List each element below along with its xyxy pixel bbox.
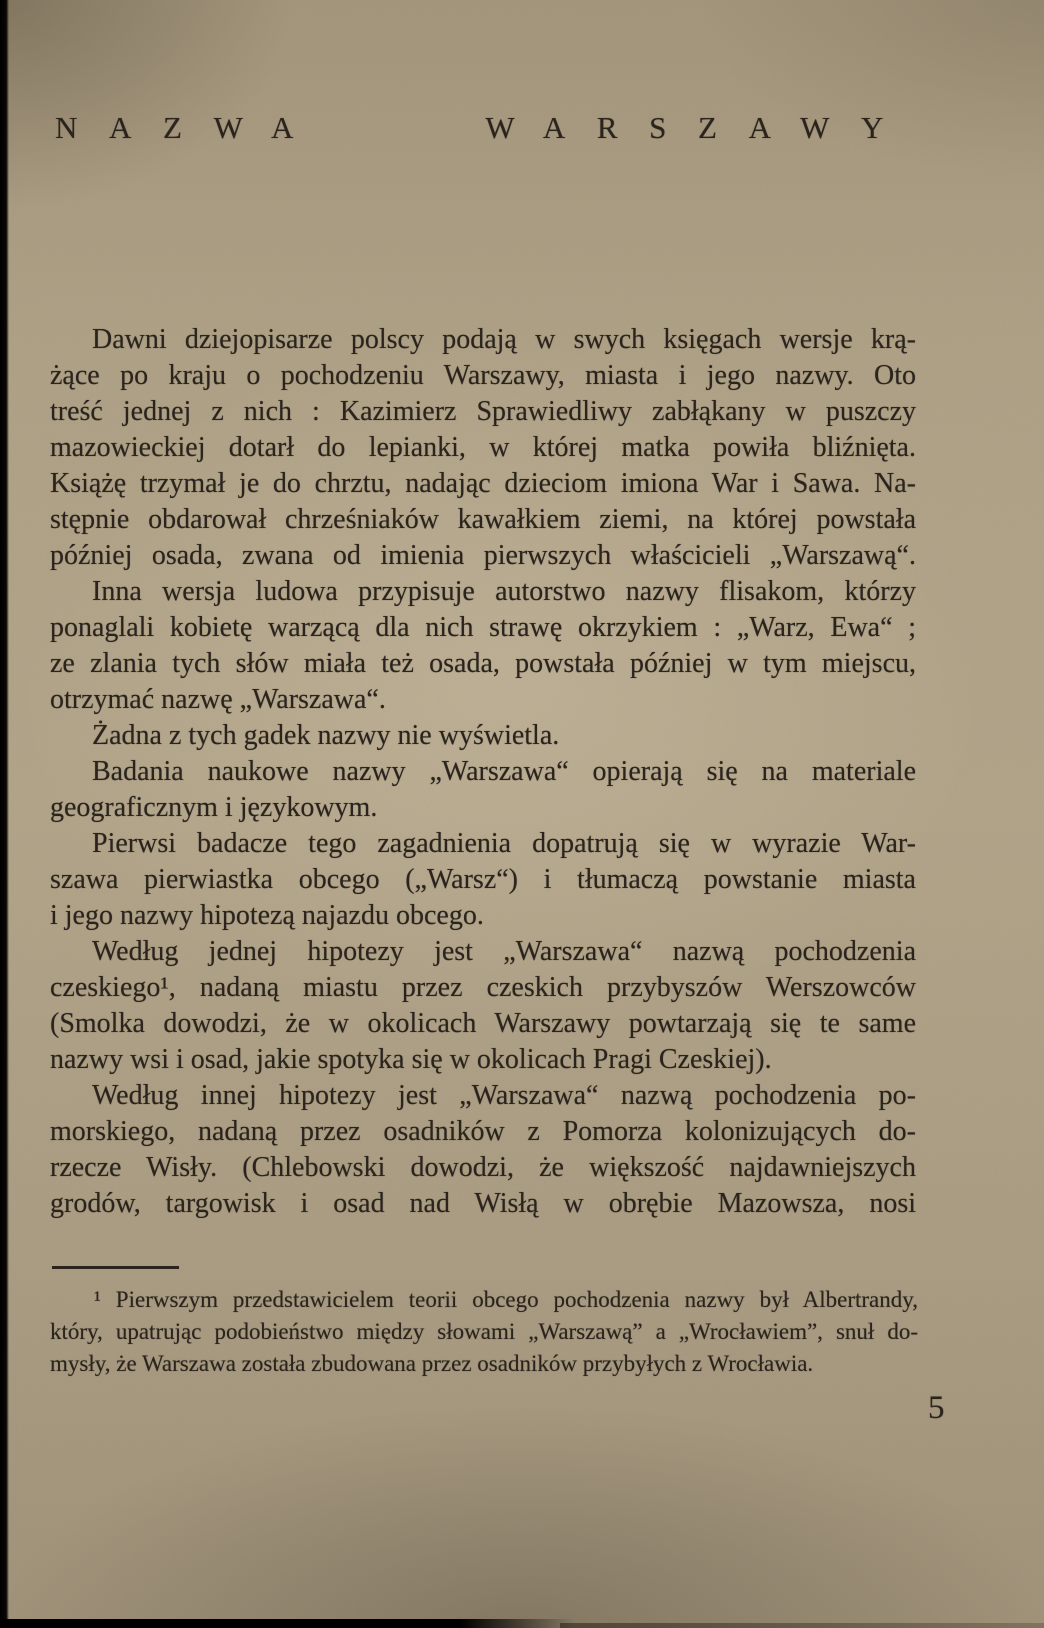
text-line: otrzymać nazwę „Warszawa“. bbox=[50, 684, 386, 715]
text-line: morskiego, nadaną przez osadników z Pomorza kolonizujących do- bbox=[50, 1116, 916, 1147]
text-line: Badania naukowe nazwy „Warszawa“ opierają się na materiale bbox=[92, 756, 916, 787]
text-line: treść jednej z nich : Kazimierz Sprawiedliwy zabłąkany w puszczy bbox=[50, 396, 916, 427]
text-line: czeskiego¹, nadaną miastu przez czeskich przybyszów Werszowców bbox=[50, 972, 916, 1003]
text-line: (Smolka dowodzi, że w okolicach Warszawy powtarzają się te same bbox=[50, 1008, 916, 1039]
text-line: ze zlania tych słów miała też osada, powstała później w tym miejscu, bbox=[50, 648, 916, 679]
text-line: rzecze Wisły. (Chlebowski dowodzi, że większość najdawniejszych bbox=[50, 1152, 916, 1183]
chapter-title-word-2: WARSZAWY bbox=[485, 110, 915, 145]
text-line: geograficznym i językowym. bbox=[50, 792, 378, 823]
text-line: Według jednej hipotezy jest „Warszawa“ nazwą pochodzenia bbox=[92, 936, 916, 967]
text-line: Inna wersja ludowa przypisuje autorstwo nazwy flisakom, którzy bbox=[92, 576, 916, 607]
footnote-text bbox=[50, 1284, 918, 1380]
text-line: ponaglali kobietę warzącą dla nich strawę okrzykiem : „Warz, Ewa“ ; bbox=[50, 612, 916, 643]
text-line: żące po kraju o pochodzeniu Warszawy, miasta i jego nazwy. Oto bbox=[50, 360, 916, 391]
text-line: Według innej hipotezy jest „Warszawa“ nazwą pochodzenia po- bbox=[92, 1080, 916, 1111]
scan-edge-left bbox=[0, 0, 9, 1628]
text-line: stępnie obdarował chrześniaków kawałkiem ziemi, na której powstała bbox=[50, 504, 916, 535]
text-line: grodów, targowisk i osad nad Wisłą w obrębie Mazowsza, nosi bbox=[50, 1188, 916, 1219]
page-number: 5 bbox=[928, 1390, 945, 1426]
text-line: nazwy wsi i osad, jakie spotyka się w okolicach Pragi Czeskiej). bbox=[50, 1044, 772, 1075]
text-line: ¹ Pierwszym przedstawicielem teorii obcego pochodzenia nazwy był Albertrandy, bbox=[94, 1287, 918, 1312]
text-line: Żadna z tych gadek nazwy nie wyświetla. bbox=[92, 720, 560, 751]
scan-edge-bottom-right bbox=[560, 1623, 1044, 1628]
text-line: mazowieckiej dotarł do lepianki, w której matka powiła bliźnięta. bbox=[50, 432, 916, 463]
text-line: i jego nazwy hipotezą najazdu obcego. bbox=[50, 900, 484, 931]
text-line: później osada, zwana od imienia pierwszych właścicieli „Warszawą“. bbox=[50, 540, 916, 571]
text-line: Dawni dziejopisarze polscy podają w swych księgach wersje krą- bbox=[92, 324, 916, 355]
chapter-title bbox=[55, 110, 915, 146]
scan-edge-bottom bbox=[0, 1619, 575, 1628]
text-line: mysły, że Warszawa została zbudowana przez osadników przybyłych z Wrocławia. bbox=[50, 1351, 814, 1376]
text-line: który, upatrując podobieństwo między słowami „Warszawą” a „Wrocławiem”, snuł do- bbox=[50, 1319, 918, 1344]
footnote-separator-rule bbox=[52, 1266, 179, 1269]
text-line: Pierwsi badacze tego zagadnienia dopatrują się w wyrazie War- bbox=[92, 828, 916, 859]
chapter-title-word-1: NAZWA bbox=[55, 110, 326, 145]
text-line: szawa pierwiastka obcego („Warsz“) i tłumaczą powstanie miasta bbox=[50, 864, 916, 895]
text-line: Książę trzymał je do chrztu, nadając dzieciom imiona War i Sawa. Na- bbox=[50, 468, 916, 499]
body-text bbox=[50, 322, 916, 1222]
